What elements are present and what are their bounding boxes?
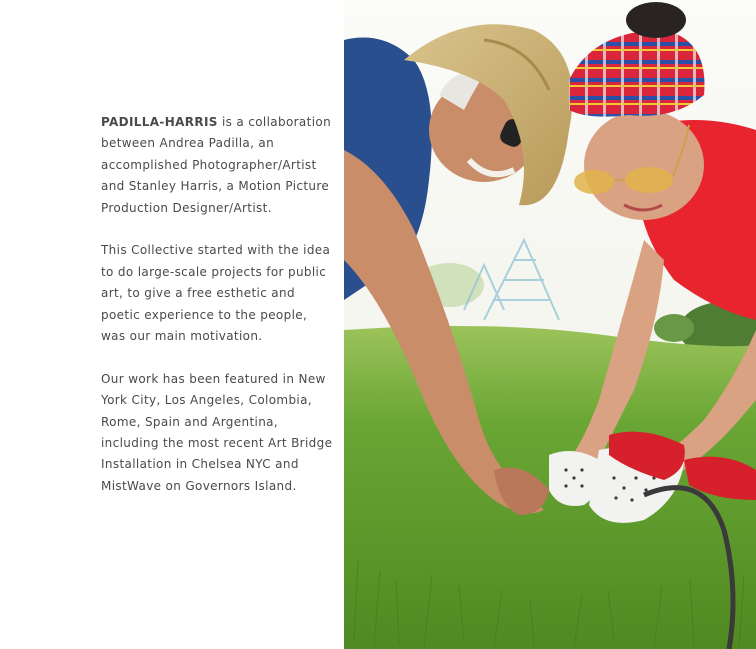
- about-paragraph-mission: This Collective started with the idea to do large-scale projects for public art, to give a free esthetic and poetic experience to the people, was our main motivation.: [101, 243, 331, 344]
- about-paragraph-featured: Our work has been featured in New York City, Los Angeles, Colombia, Rome, Spain and Argentina, including the most recent Art Bridge Installation in Chelsea NYC and MistWave on Governors Island.: [101, 371, 333, 493]
- about-paragraph-intro: [101, 112, 333, 219]
- photo-illustration: [344, 0, 756, 649]
- about-text-column: [101, 112, 333, 519]
- woman-face: [584, 110, 704, 220]
- distant-tree-mid: [654, 314, 694, 342]
- hero-photo: [344, 0, 756, 649]
- woman-hair-bun: [626, 2, 686, 38]
- intro-text: is a collaboration between Andrea Padilla, an accomplished Photographer/Artist and Stanley Harris, a Motion Picture Production Designer/Artist.: [101, 115, 332, 215]
- brand-name: PADILLA-HARRIS: [101, 115, 218, 129]
